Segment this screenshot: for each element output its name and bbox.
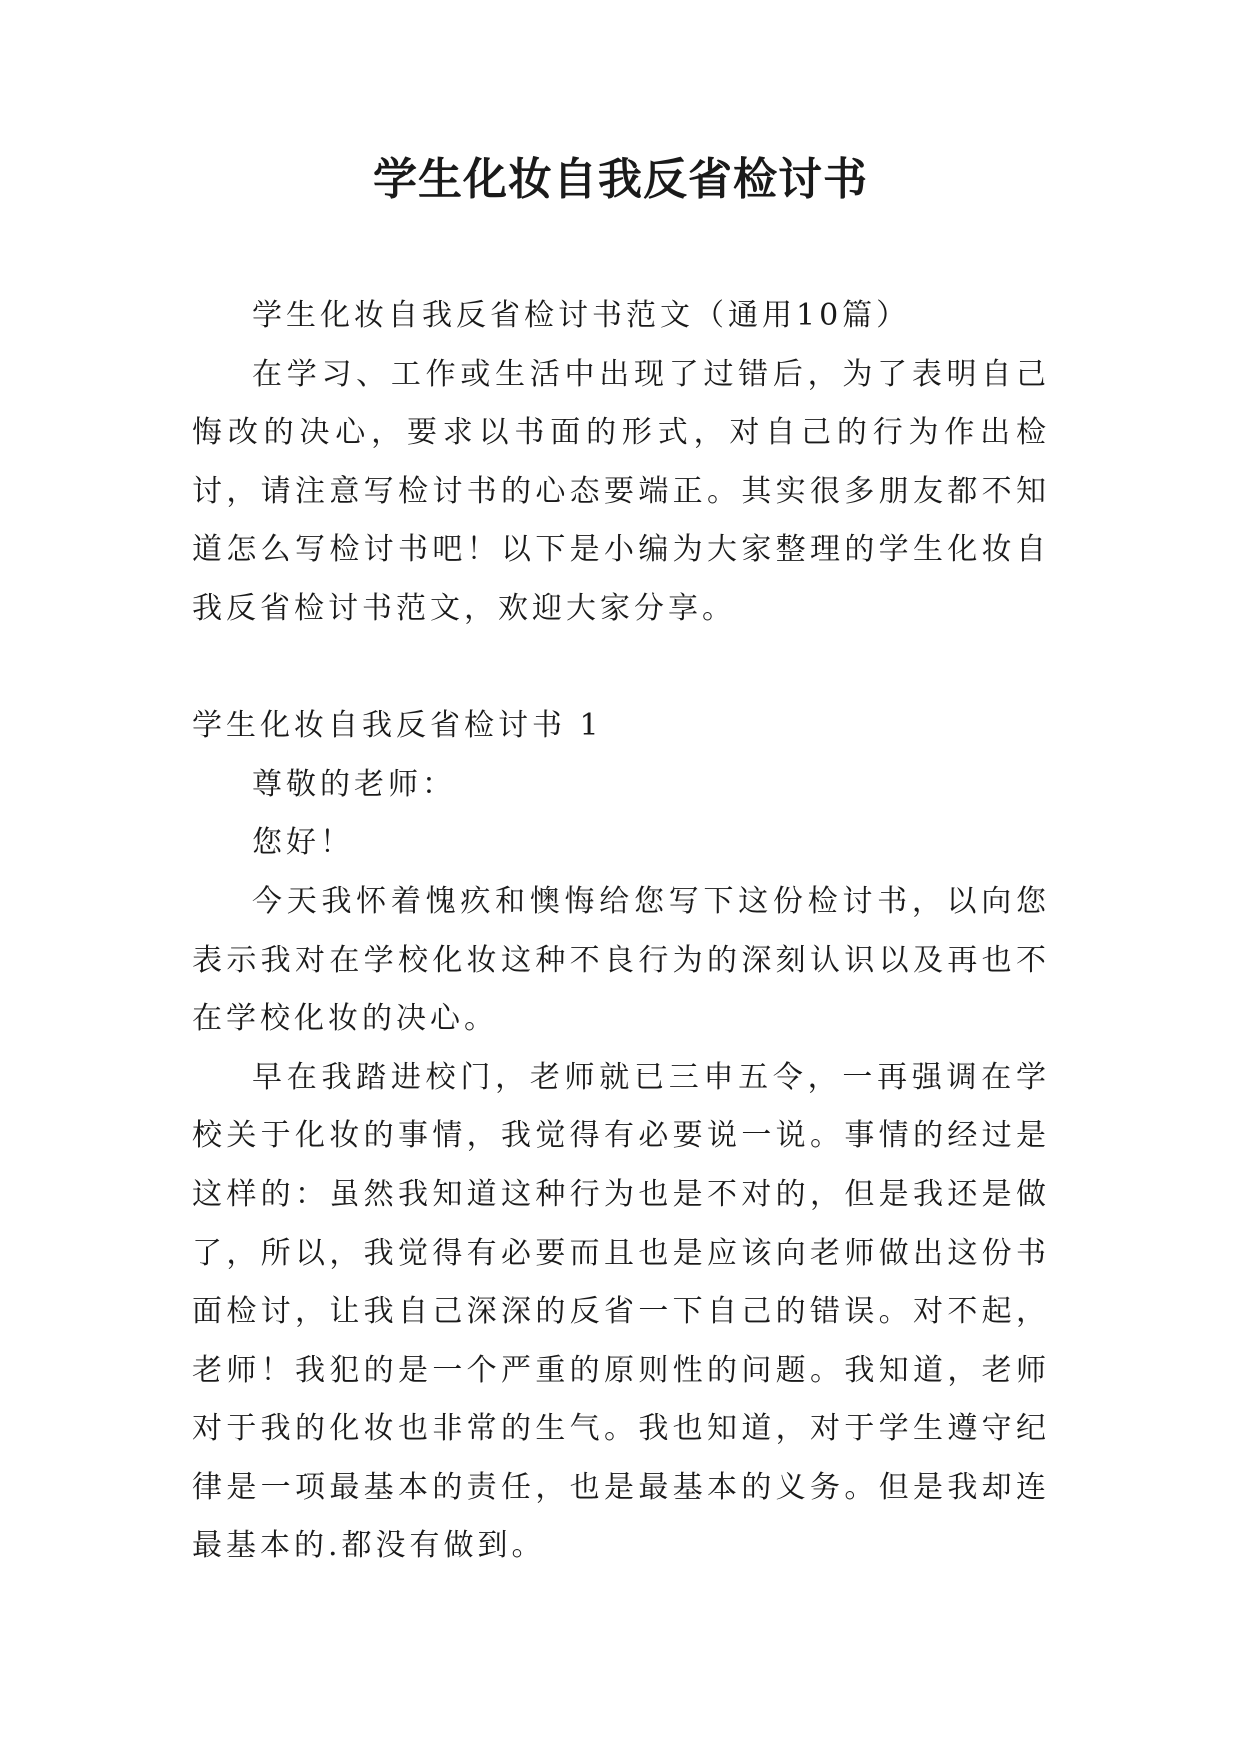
greeting: 您好！ [252,825,354,861]
document-subtitle: 学生化妆自我反省检讨书范文（通用10篇） [252,298,911,333]
salutation: 尊敬的老师： [252,766,456,802]
body-paragraph: 早在我踏进校门，老师就已三申五令，一再强调在学校关于化妆的事情，我觉得有必要说一说。事情的经过是这样的：虽然我知道这种行为也是不对的，但是我还是做了，所以，我觉得有必要而且也是应该向老师做出这份书面检讨，让我自己深深的反省一下自己的错误。对不起，老师！我犯的是一个严重的原则性的问题。我知道，老师对于我的化妆也非常的生气。我也知道，对于学生遵守纪律是一项最基本的责任，也是最基本的义务。但是我却连最基本的.都没有做到。 [192,1059,1050,1564]
intro-paragraph: 在学习、工作或生活中出现了过错后，为了表明自己悔改的决心，要求以书面的形式，对自己的行为作出检讨，请注意写检讨书的心态要端正。其实很多朋友都不知道怎么写检讨书吧！以下是小编为大家整理的学生化妆自我反省检讨书范文，欢迎大家分享。 [192,356,1050,626]
document-body [192,287,1050,1576]
section-heading: 学生化妆自我反省检讨书 1 [192,708,603,744]
section-gap [192,639,1050,698]
body-paragraph: 今天我怀着愧疚和懊悔给您写下这份检讨书，以向您表示我对在学校化妆这种不良行为的深刻认识以及再也不在学校化妆的决心。 [192,883,1050,1037]
document-title: 学生化妆自我反省检讨书 [373,154,868,205]
